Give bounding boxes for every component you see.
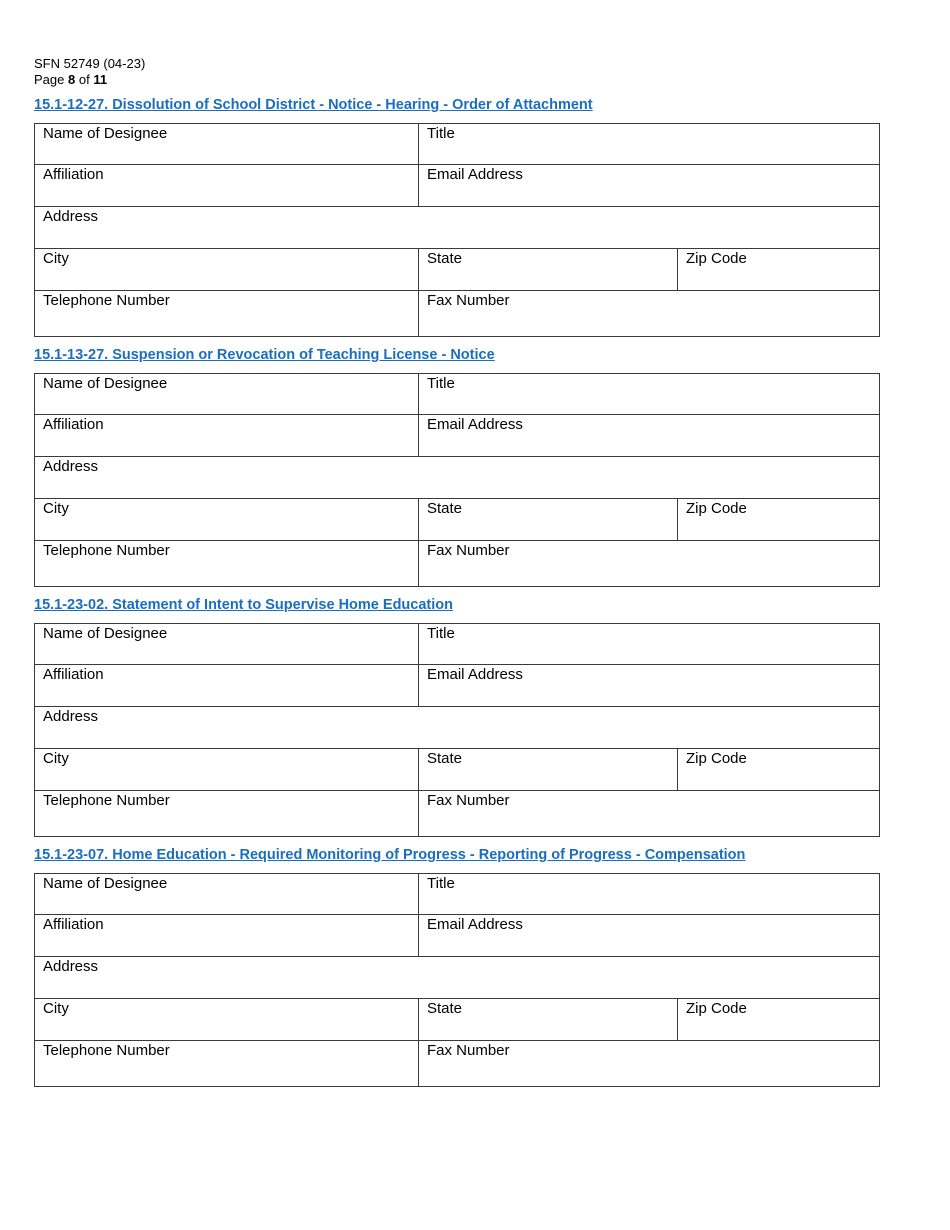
page-word: Page	[34, 72, 65, 87]
zip-code-field[interactable]	[678, 249, 880, 291]
address-field[interactable]	[35, 957, 880, 999]
page-of: of	[78, 72, 90, 87]
email-address-field[interactable]	[419, 415, 880, 457]
name-of-designee-label: Name of Designee	[43, 125, 168, 142]
page-number	[34, 72, 145, 88]
state-label: State	[427, 750, 463, 767]
telephone-number-field[interactable]	[35, 541, 419, 587]
city-label: City	[43, 750, 69, 767]
city-field[interactable]	[35, 749, 419, 791]
designee-table	[34, 623, 880, 837]
city-label: City	[43, 250, 69, 267]
city-field[interactable]	[35, 999, 419, 1041]
city-label: City	[43, 1000, 69, 1017]
zip-code-field[interactable]	[678, 749, 880, 791]
name-of-designee-field[interactable]	[35, 624, 419, 665]
telephone-number-label: Telephone Number	[43, 1042, 170, 1059]
state-field[interactable]	[419, 999, 678, 1041]
email-address-field[interactable]	[419, 915, 880, 957]
email-address-label: Email Address	[427, 416, 523, 433]
address-label: Address	[43, 458, 99, 475]
title-field[interactable]	[419, 624, 880, 665]
form-id: SFN 52749 (04-23)	[34, 56, 146, 71]
affiliation-field[interactable]	[35, 415, 419, 457]
telephone-number-label: Telephone Number	[43, 292, 170, 309]
designee-table	[34, 123, 880, 337]
title-label: Title	[427, 875, 455, 892]
address-field[interactable]	[35, 207, 880, 249]
telephone-number-field[interactable]	[35, 291, 419, 337]
affiliation-label: Affiliation	[43, 416, 104, 433]
page-total: 11	[93, 72, 108, 87]
fax-number-field[interactable]	[419, 791, 880, 837]
section-title[interactable]: 15.1-23-02. Statement of Intent to Supervise Home Education	[34, 597, 453, 613]
affiliation-field[interactable]	[35, 665, 419, 707]
email-address-label: Email Address	[427, 666, 523, 683]
email-address-label: Email Address	[427, 166, 523, 183]
name-of-designee-field[interactable]	[35, 124, 419, 165]
address-label: Address	[43, 208, 99, 225]
address-field[interactable]	[35, 457, 880, 499]
city-label: City	[43, 500, 69, 517]
page-header	[34, 56, 145, 88]
section-title-link[interactable]	[34, 347, 495, 363]
telephone-number-label: Telephone Number	[43, 542, 170, 559]
affiliation-label: Affiliation	[43, 666, 104, 683]
title-field[interactable]	[419, 124, 880, 165]
telephone-number-field[interactable]	[35, 1041, 419, 1087]
email-address-field[interactable]	[419, 665, 880, 707]
zip-code-label: Zip Code	[686, 1000, 747, 1017]
telephone-number-field[interactable]	[35, 791, 419, 837]
page-current: 8	[68, 72, 76, 87]
zip-code-field[interactable]	[678, 999, 880, 1041]
name-of-designee-field[interactable]	[35, 374, 419, 415]
section-title[interactable]: 15.1-23-07. Home Education - Required Monitoring of Progress - Reporting of Progress - Compensation	[34, 847, 746, 863]
state-label: State	[427, 500, 463, 517]
state-label: State	[427, 1000, 463, 1017]
zip-code-label: Zip Code	[686, 500, 747, 517]
city-field[interactable]	[35, 249, 419, 291]
section-title[interactable]: 15.1-13-27. Suspension or Revocation of Teaching License - Notice	[34, 347, 495, 363]
state-field[interactable]	[419, 249, 678, 291]
fax-number-label: Fax Number	[427, 792, 510, 809]
email-address-label: Email Address	[427, 916, 523, 933]
fax-number-field[interactable]	[419, 1041, 880, 1087]
zip-code-field[interactable]	[678, 499, 880, 541]
section-title[interactable]: 15.1-12-27. Dissolution of School District - Notice - Hearing - Order of Attachment	[34, 97, 593, 113]
title-label: Title	[427, 625, 455, 642]
name-of-designee-field[interactable]	[35, 874, 419, 915]
affiliation-field[interactable]	[35, 165, 419, 207]
state-label: State	[427, 250, 463, 267]
title-field[interactable]	[419, 374, 880, 415]
title-field[interactable]	[419, 874, 880, 915]
name-of-designee-label: Name of Designee	[43, 375, 168, 392]
fax-number-label: Fax Number	[427, 292, 510, 309]
address-field[interactable]	[35, 707, 880, 749]
designee-table	[34, 873, 880, 1087]
zip-code-label: Zip Code	[686, 250, 747, 267]
name-of-designee-label: Name of Designee	[43, 875, 168, 892]
title-label: Title	[427, 375, 455, 392]
section-title-link[interactable]	[34, 847, 745, 863]
zip-code-label: Zip Code	[686, 750, 747, 767]
title-label: Title	[427, 125, 455, 142]
address-label: Address	[43, 958, 99, 975]
email-address-field[interactable]	[419, 165, 880, 207]
name-of-designee-label: Name of Designee	[43, 625, 168, 642]
affiliation-label: Affiliation	[43, 166, 104, 183]
fax-number-field[interactable]	[419, 541, 880, 587]
state-field[interactable]	[419, 499, 678, 541]
section-title-link[interactable]	[34, 97, 593, 113]
designee-table	[34, 373, 880, 587]
fax-number-label: Fax Number	[427, 542, 510, 559]
fax-number-label: Fax Number	[427, 1042, 510, 1059]
city-field[interactable]	[35, 499, 419, 541]
affiliation-label: Affiliation	[43, 916, 104, 933]
address-label: Address	[43, 708, 99, 725]
section-title-link[interactable]	[34, 597, 453, 613]
state-field[interactable]	[419, 749, 678, 791]
fax-number-field[interactable]	[419, 291, 880, 337]
affiliation-field[interactable]	[35, 915, 419, 957]
telephone-number-label: Telephone Number	[43, 792, 170, 809]
